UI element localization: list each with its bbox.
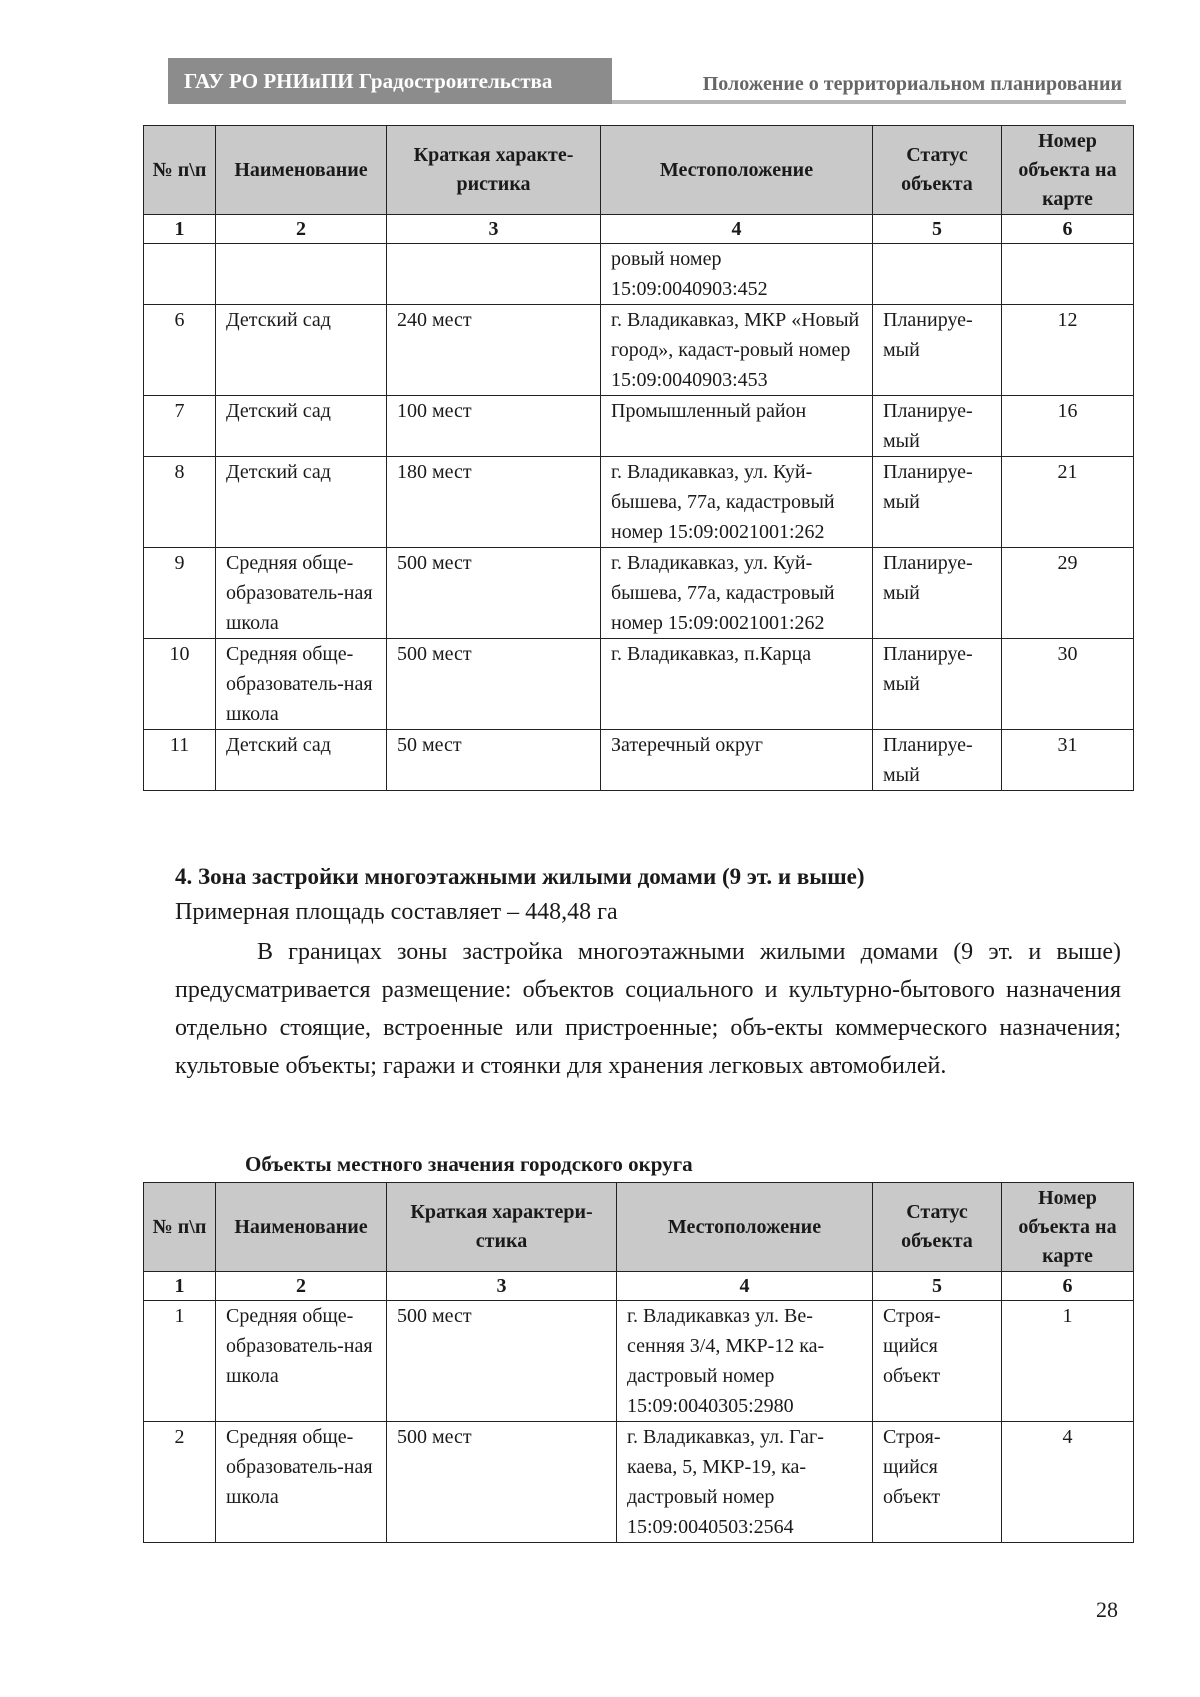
col-location-header: Местоположение xyxy=(617,1183,873,1272)
map-number: 29 xyxy=(1002,548,1134,639)
table-2-title: Объекты местного значения городского округа xyxy=(245,1152,693,1176)
object-location: г. Владикавказ, МКР «Новый город», кадаст-ровый номер 15:09:0040903:453 xyxy=(601,305,873,396)
object-location: г. Владикавказ, п.Карца xyxy=(601,639,873,730)
header-organization: ГАУ РО РНИиПИ Градостроительства xyxy=(168,58,612,104)
column-number: 6 xyxy=(1002,215,1134,244)
col-status-header: Статус объекта xyxy=(873,1183,1002,1272)
objects-table-2 xyxy=(143,1182,1134,1543)
object-name: Средняя обще-образователь-ная школа xyxy=(216,548,387,639)
object-location: г. Владикавказ ул. Ве-сенняя 3/4, МКР-12 ка-дастровый номер 15:09:0040305:2980 xyxy=(617,1301,873,1422)
section-heading: 4. Зона застройки многоэтажными жилыми домами (9 эт. и выше) xyxy=(175,864,865,889)
column-numbers-row xyxy=(144,215,1134,244)
object-capacity: 180 мест xyxy=(387,457,601,548)
object-location: Затеречный округ xyxy=(601,730,873,791)
object-location: г. Владикавказ, ул. Куй-бышева, 77а, кадастровый номер 15:09:0021001:262 xyxy=(601,457,873,548)
row-number: 9 xyxy=(144,548,216,639)
object-status: Планируе-мый xyxy=(873,457,1002,548)
column-number: 6 xyxy=(1002,1272,1134,1301)
row-number: 7 xyxy=(144,396,216,457)
map-number: 12 xyxy=(1002,305,1134,396)
table-header-row xyxy=(144,1183,1134,1272)
table-row xyxy=(144,730,1134,791)
table-row xyxy=(144,548,1134,639)
object-status xyxy=(873,244,1002,305)
objects-table-1 xyxy=(143,125,1134,791)
object-capacity: 500 мест xyxy=(387,1301,617,1422)
object-location: Промышленный район xyxy=(601,396,873,457)
row-number: 10 xyxy=(144,639,216,730)
row-number xyxy=(144,244,216,305)
column-number: 2 xyxy=(216,1272,387,1301)
map-number: 4 xyxy=(1002,1422,1134,1543)
table-row xyxy=(144,1422,1134,1543)
object-capacity: 500 мест xyxy=(387,639,601,730)
row-number: 1 xyxy=(144,1301,216,1422)
table-row xyxy=(144,396,1134,457)
col-number-header: № п\п xyxy=(144,126,216,215)
col-description-header: Краткая характери-стика xyxy=(387,1183,617,1272)
row-number: 11 xyxy=(144,730,216,791)
map-number: 30 xyxy=(1002,639,1134,730)
object-capacity: 50 мест xyxy=(387,730,601,791)
table-row xyxy=(144,1301,1134,1422)
table-row xyxy=(144,639,1134,730)
table-row xyxy=(144,244,1134,305)
object-name: Средняя обще-образователь-ная школа xyxy=(216,1422,387,1543)
area-statement: Примерная площадь составляет – 448,48 га xyxy=(175,899,618,925)
table-row xyxy=(144,305,1134,396)
object-name: Средняя обще-образователь-ная школа xyxy=(216,1301,387,1422)
col-status-header: Статус объекта xyxy=(873,126,1002,215)
map-number: 1 xyxy=(1002,1301,1134,1422)
column-numbers-row xyxy=(144,1272,1134,1301)
object-location: г. Владикавказ, ул. Куй-бышева, 77а, кадастровый номер 15:09:0021001:262 xyxy=(601,548,873,639)
col-map-number-header: Номер объекта на карте xyxy=(1002,126,1134,215)
object-status: Планируе-мый xyxy=(873,396,1002,457)
column-number: 5 xyxy=(873,215,1002,244)
object-location: ровый номер 15:09:0040903:452 xyxy=(601,244,873,305)
object-name xyxy=(216,244,387,305)
object-name: Детский сад xyxy=(216,457,387,548)
row-number: 2 xyxy=(144,1422,216,1543)
object-capacity: 500 мест xyxy=(387,1422,617,1543)
col-name-header: Наименование xyxy=(216,1183,387,1272)
object-status: Планируе-мый xyxy=(873,305,1002,396)
object-status: Строя-щийся объект xyxy=(873,1301,1002,1422)
object-status: Строя-щийся объект xyxy=(873,1422,1002,1543)
column-number: 4 xyxy=(617,1272,873,1301)
col-map-number-header: Номер объекта на карте xyxy=(1002,1183,1134,1272)
object-name: Детский сад xyxy=(216,396,387,457)
row-number: 6 xyxy=(144,305,216,396)
map-number: 16 xyxy=(1002,396,1134,457)
table-row xyxy=(144,457,1134,548)
object-capacity xyxy=(387,244,601,305)
object-name: Средняя обще-образователь-ная школа xyxy=(216,639,387,730)
column-number: 3 xyxy=(387,1272,617,1301)
header-document-title: Положение о территориальном планировании xyxy=(612,70,1126,104)
object-capacity: 240 мест xyxy=(387,305,601,396)
section-paragraph: В границах зоны застройка многоэтажными жилыми домами (9 эт. и выше) предусматривается размещение: объектов социального и культурно-бытового назначения отдельно стоящие, встроенные или пристроенные; объ-екты коммерческого назначения; культовые объекты; гаражи и стоянки для хранения легковых автомобилей. xyxy=(175,939,1121,1079)
map-number xyxy=(1002,244,1134,305)
page-number: 28 xyxy=(1096,1597,1118,1622)
object-name: Детский сад xyxy=(216,305,387,396)
object-capacity: 500 мест xyxy=(387,548,601,639)
col-location-header: Местоположение xyxy=(601,126,873,215)
column-number: 3 xyxy=(387,215,601,244)
col-name-header: Наименование xyxy=(216,126,387,215)
column-number: 4 xyxy=(601,215,873,244)
object-name: Детский сад xyxy=(216,730,387,791)
object-location: г. Владикавказ, ул. Гаг-каева, 5, МКР-19, ка-дастровый номер 15:09:0040503:2564 xyxy=(617,1422,873,1543)
column-number: 1 xyxy=(144,1272,216,1301)
column-number: 5 xyxy=(873,1272,1002,1301)
table-header-row xyxy=(144,126,1134,215)
map-number: 31 xyxy=(1002,730,1134,791)
col-description-header: Краткая характе-ристика xyxy=(387,126,601,215)
column-number: 2 xyxy=(216,215,387,244)
object-status: Планируе-мый xyxy=(873,730,1002,791)
map-number: 21 xyxy=(1002,457,1134,548)
row-number: 8 xyxy=(144,457,216,548)
col-number-header: № п\п xyxy=(144,1183,216,1272)
column-number: 1 xyxy=(144,215,216,244)
object-capacity: 100 мест xyxy=(387,396,601,457)
object-status: Планируе-мый xyxy=(873,548,1002,639)
object-status: Планируе-мый xyxy=(873,639,1002,730)
